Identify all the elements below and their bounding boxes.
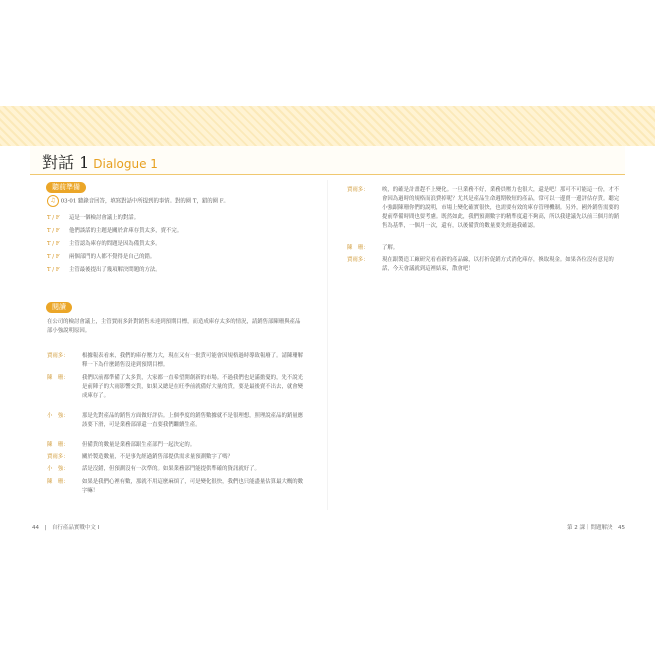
tf-option[interactable]: T / F (47, 215, 60, 221)
title-en: Dialogue 1 (93, 157, 158, 171)
tf-option[interactable]: T / F (47, 254, 60, 260)
speaker-name: 小 強： (47, 466, 69, 472)
speaker-name: 陳 珊： (47, 442, 69, 448)
speaker-text: 但備貨的數量是業務部跟生產部門一起決定的。 (82, 442, 196, 448)
speaker-text: 了解。 (382, 245, 399, 251)
speaker-name: 賈雨多： (347, 187, 369, 193)
footer-left: 44 | 自行產品實戰中文 I (32, 525, 100, 531)
speaker-text: 現在跟製造工廠研究看看新的產品線，以打折促銷方式消化庫存，換取現金。如果各位沒有意見的話，今天會議就到這裡結束，散會吧！ (382, 257, 614, 272)
speaker-name: 賈雨多： (47, 353, 69, 359)
audio-track-icon[interactable]: ♫ (47, 195, 59, 207)
audio-instruction-text: 聽錄音回答，填寫對話中所提到的事情。對的圈 T，錯的圈 F。 (77, 198, 229, 205)
speaker-name: 陳 珊： (347, 245, 369, 251)
dialogue-line (47, 374, 307, 410)
dialogue-line (347, 186, 622, 238)
page-gutter (327, 180, 328, 510)
speaker-name: 陳 珊： (47, 479, 69, 485)
speaker-name: 小 強： (47, 413, 69, 419)
speaker-text: 根據報表看來，我們的庫存壓力大，現在又有一批貨可能會因規格過時導致報廢了。請陳珊解釋一下為什麼銷售沒達到預期目標。 (82, 353, 304, 368)
dialogue-line (47, 478, 307, 498)
dialogue-line (47, 412, 307, 439)
speaker-text: 唉，的確是計畫趕不上變化。一旦業務不好，業務員壓力也很大，還是吧！那可不可能這一份，才不會因為過時的規格而浪費掉呢？尤其是產品生命週期較短的產品，常可以一邊賣一邊評估存貨。聽完小強跟陳珊你們的說明，市場上變化確實很快，也需要有效的庫存管理機制。另外，國外銷售需要的提前準備時間也要考慮。既然如此，我們預測數字的精準度還不夠高，所以我建議先以前三個月的銷售為基準，一個月一次，還有，以後備貨的數量要先經過我確認。 (382, 187, 620, 229)
dialogue-title (42, 150, 158, 173)
footer-right: 第 2 課｜問題解決 45 (567, 525, 625, 531)
speaker-text: 關於製造數量，不是事先經過銷售部提供需求量預測數字了嗎？ (82, 454, 233, 460)
audio-instruction (47, 195, 229, 207)
dialogue-line (47, 465, 307, 475)
speaker-name: 賈雨多： (47, 454, 69, 460)
tf-question: 主管認為庫存的問題是因為備貨太多。 (69, 241, 161, 247)
tf-question: 兩個部門的人都不覺得是自己的錯。 (69, 254, 156, 260)
before-listening-label: 聽前準備 (46, 182, 86, 193)
speaker-name: 賈雨多： (347, 257, 369, 263)
tf-option[interactable]: T / F (47, 267, 60, 273)
reading-label: 閱讀 (46, 302, 72, 313)
header-band (0, 106, 655, 146)
dialogue-line (47, 352, 307, 372)
intro-paragraph: 在公司的檢討會議上，主管賈雨多針對銷售未達到預期目標，而造成庫存太多的情況，請銷售部陳珊與產品部小強說明原因。 (47, 319, 301, 334)
audio-track: 03-01 (60, 198, 77, 205)
dialogue-line (47, 441, 307, 451)
tf-question: 他們談話的主題是關於倉庫存貨太多，賣不完。 (69, 228, 183, 234)
speaker-name: 陳 珊： (47, 375, 69, 381)
speaker-text: 話是沒錯，但預測沒有一次準的。如果業務部門能提供準確的資訊就好了。 (82, 466, 260, 472)
speaker-text: 如果是我們心裡有數，那就不用這麼麻煩了，可是變化很快，我們也只能盡量估算最大概的數字嘛！ (82, 479, 304, 494)
tf-option[interactable]: T / F (47, 241, 60, 247)
title-zh: 對話 1 (42, 153, 90, 172)
tf-item (47, 239, 161, 247)
dialogue-line (347, 244, 622, 254)
dialogue-line (47, 453, 307, 463)
tf-item (47, 252, 155, 260)
tf-question: 主管最後提出了幾項解決問題的方法。 (69, 267, 161, 273)
tf-question: 這是一個檢討會議上的對話。 (69, 215, 140, 221)
title-bar (30, 146, 625, 175)
speaker-text: 我們以前都準備了太多貨，大家都一直希望開創新的市場。不過我們也是滿擔憂的，先不說光是前陣子的大雨影響交貨，如果又總是在旺季前就備好大量的貨，要是最後賣不出去，就會變成庫存了。 (82, 375, 304, 399)
tf-option[interactable]: T / F (47, 228, 60, 234)
dialogue-line (347, 256, 622, 276)
tf-item (47, 213, 139, 221)
speaker-text: 那是先對產品的銷售方面做好評估。上個季度的銷售數據就不是很理想，照理說產品的銷量應該要下滑，可是業務部卻還一直要我們繼續生產。 (82, 413, 304, 428)
tf-item (47, 226, 182, 234)
tf-item (47, 265, 161, 273)
